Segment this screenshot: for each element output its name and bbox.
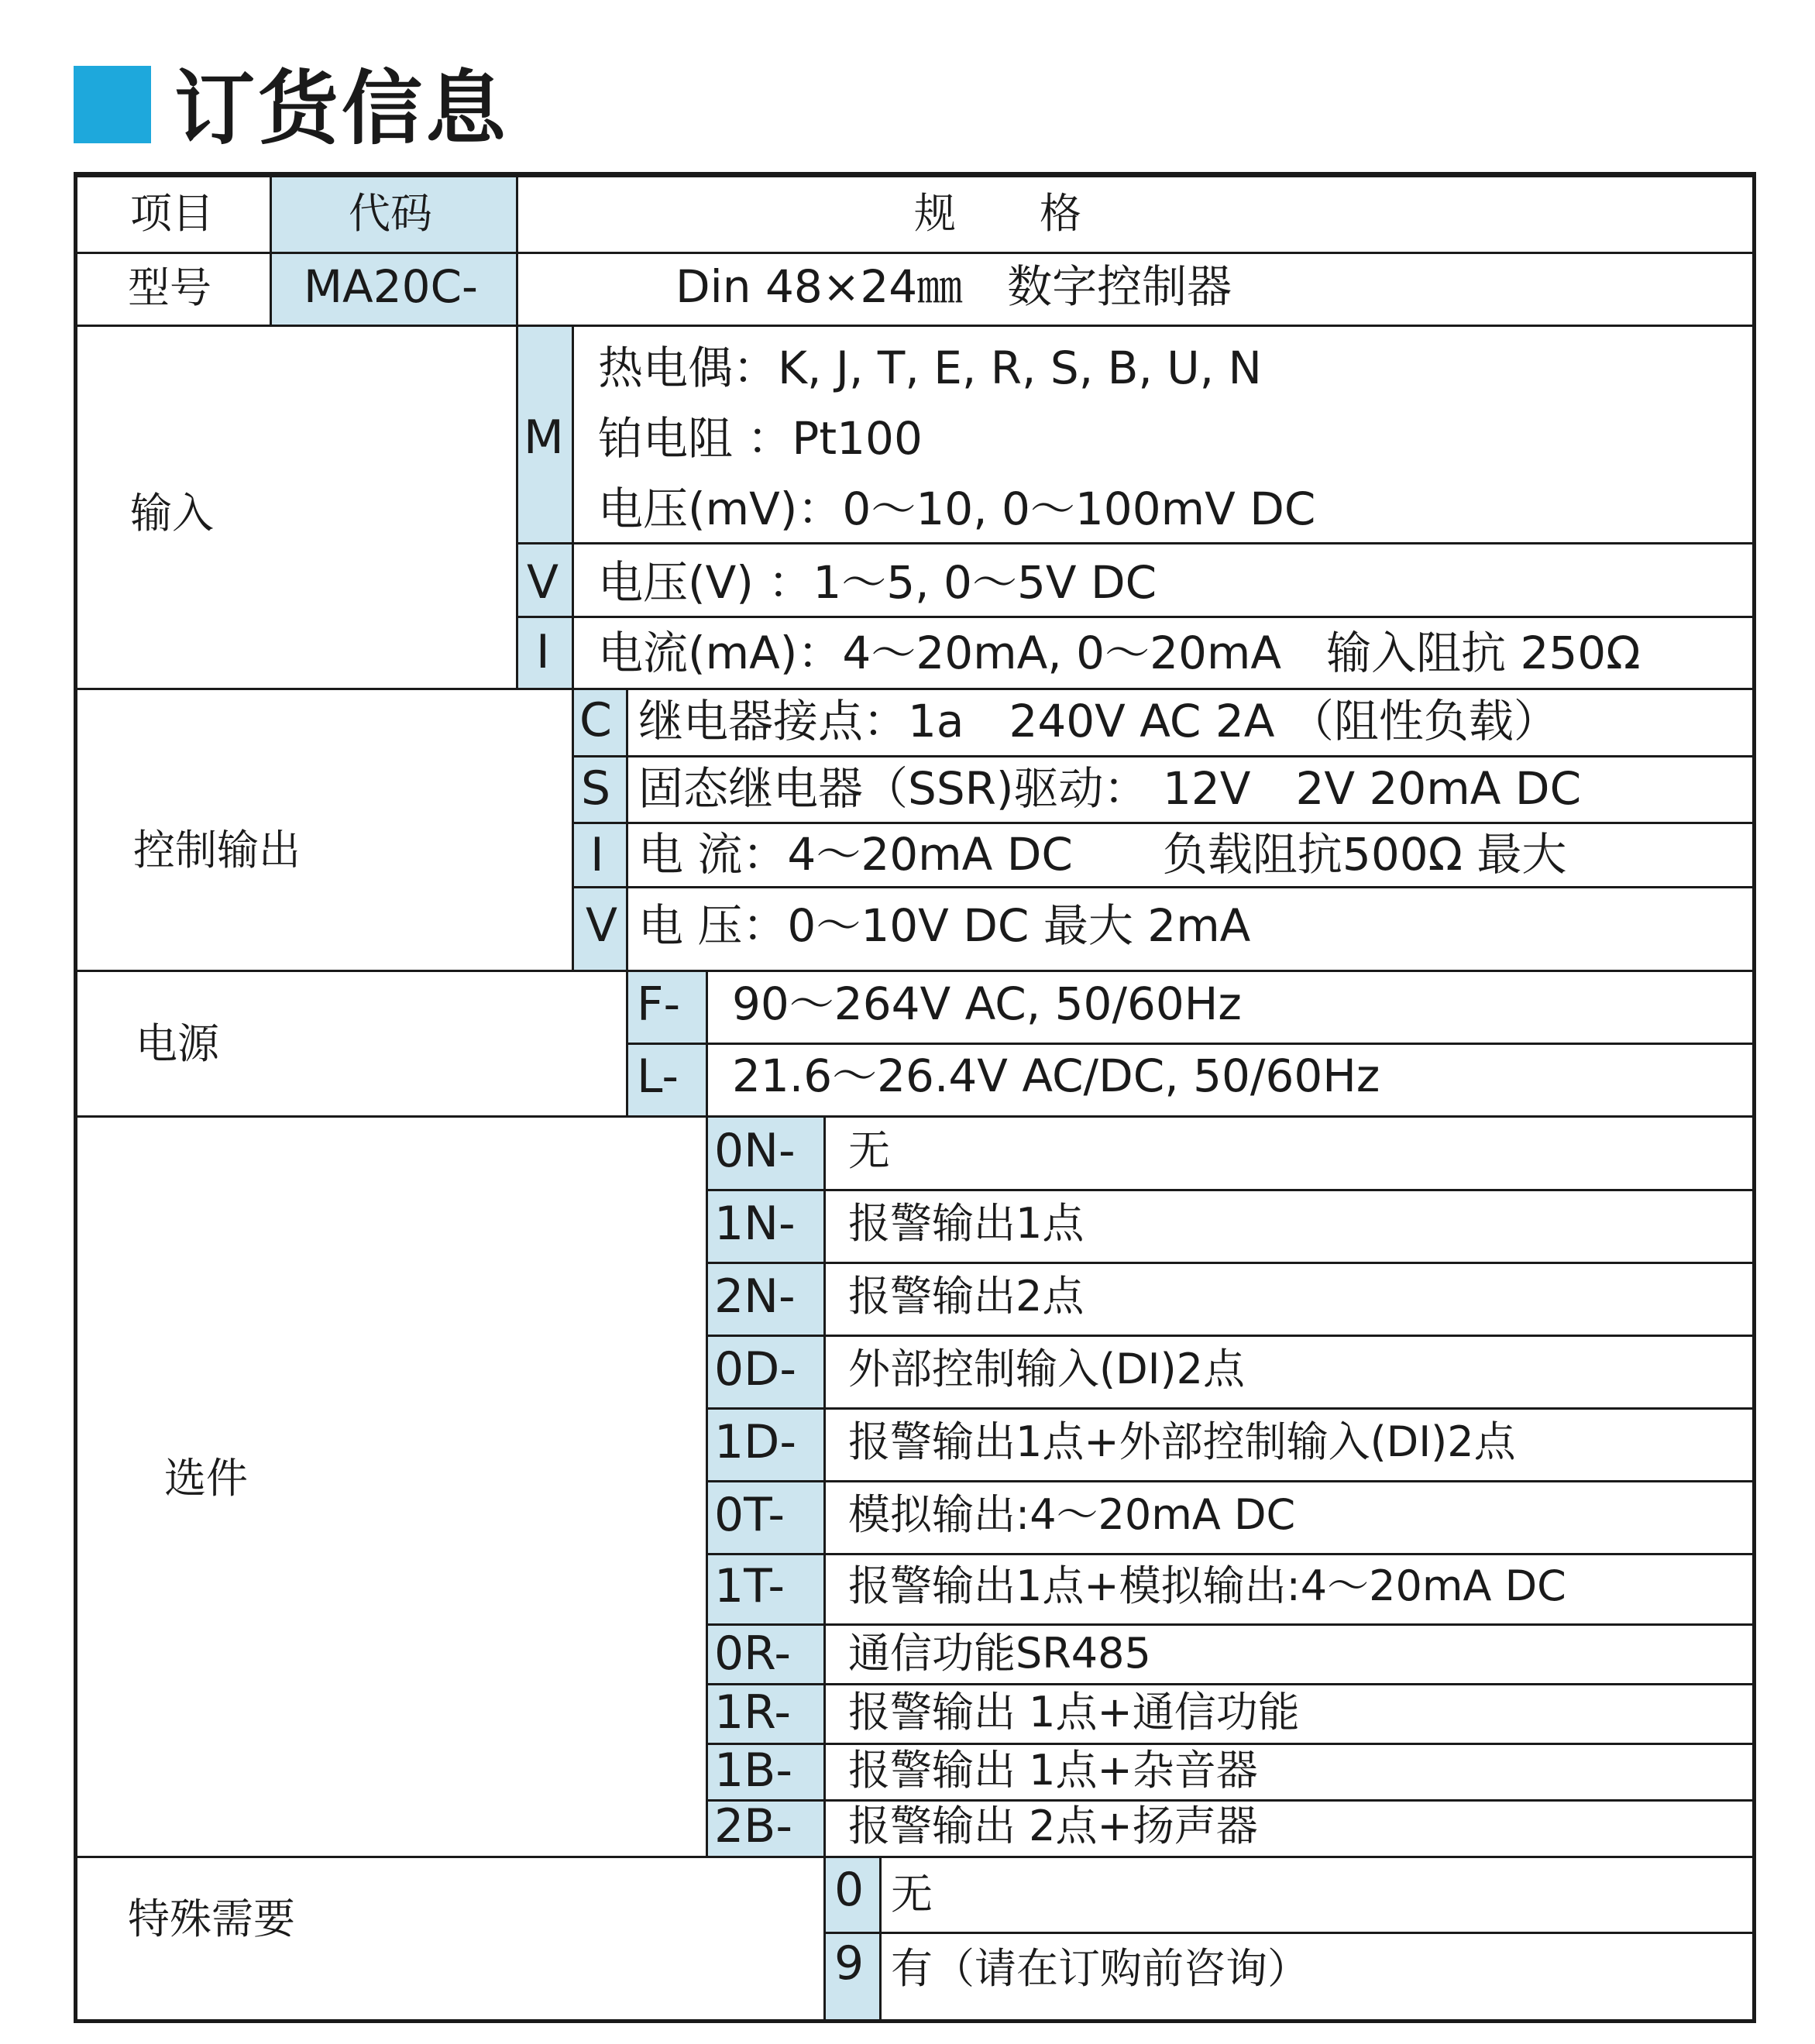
option-text: 无 bbox=[848, 1126, 890, 1175]
title-marker bbox=[74, 66, 151, 143]
option-text: 外部控制输入(DI)2点 bbox=[848, 1345, 1245, 1393]
input-v-line: 电压(V) ：1～5, 0～5V DC bbox=[598, 556, 1157, 609]
option-text: 报警输出2点 bbox=[848, 1272, 1085, 1321]
row-divider bbox=[517, 616, 1754, 618]
col-divider bbox=[270, 177, 272, 326]
col-divider bbox=[572, 326, 574, 970]
input-code-v: V bbox=[527, 555, 559, 610]
model-spec: Din 48×24㎜ 数字控制器 bbox=[675, 260, 1232, 313]
option-code: 0T- bbox=[714, 1488, 785, 1542]
row-divider bbox=[627, 1043, 1754, 1045]
row-divider bbox=[707, 1262, 1754, 1264]
control-code: V bbox=[586, 898, 618, 953]
row-divider bbox=[76, 688, 1754, 690]
control-code: C bbox=[579, 693, 612, 747]
input-m-line: 铂电阻 ：Pt100 bbox=[598, 412, 923, 465]
control-text: 继电器接点：1a 240V AC 2A （阻性负载） bbox=[638, 695, 1559, 747]
options-label: 选件 bbox=[164, 1454, 248, 1503]
special-label: 特殊需要 bbox=[128, 1895, 295, 1943]
row-divider bbox=[707, 1553, 1754, 1555]
option-text: 报警输出1点+模拟输出:4～20mA DC bbox=[848, 1561, 1566, 1610]
row-divider bbox=[76, 1856, 1754, 1858]
special-code: 9 bbox=[834, 1936, 865, 1991]
row-divider bbox=[825, 1932, 1754, 1934]
control-text: 电 流：4～20mA DC 负载阻抗500Ω 最大 bbox=[638, 828, 1567, 881]
col-divider bbox=[879, 1856, 882, 2019]
control-code: I bbox=[590, 828, 604, 882]
option-code: 1R- bbox=[714, 1685, 792, 1740]
power-code: F- bbox=[637, 977, 681, 1032]
option-code: 1D- bbox=[714, 1415, 797, 1469]
input-m-line: 热电偶：K, J, T, E, R, S, B, U, N bbox=[598, 342, 1262, 394]
special-text: 有（请在订购前咨询） bbox=[891, 1944, 1309, 1993]
header-item: 项目 bbox=[130, 189, 214, 238]
option-text: 通信功能SR485 bbox=[848, 1629, 1151, 1678]
row-divider bbox=[573, 755, 1754, 757]
option-code: 0R- bbox=[714, 1627, 792, 1681]
col-divider bbox=[516, 177, 518, 689]
header-code: 代码 bbox=[349, 189, 432, 238]
row-divider bbox=[517, 542, 1754, 544]
input-i-line: 电流(mA)：4～20mA, 0～20mA 输入阻抗 250Ω bbox=[598, 627, 1641, 679]
option-code: 0N- bbox=[714, 1124, 796, 1178]
power-label: 电源 bbox=[136, 1019, 219, 1068]
col-divider bbox=[823, 1116, 826, 2019]
input-code-i: I bbox=[536, 625, 550, 679]
option-text: 报警输出1点+外部控制输入(DI)2点 bbox=[848, 1417, 1516, 1466]
option-code: 2N- bbox=[714, 1269, 796, 1324]
row-divider bbox=[707, 1623, 1754, 1626]
option-text: 报警输出 1点+通信功能 bbox=[848, 1688, 1300, 1737]
row-divider bbox=[76, 1115, 1754, 1118]
control-text: 电 压：0～10V DC 最大 2mA bbox=[638, 899, 1251, 952]
power-text: 90～264V AC, 50/60Hz bbox=[732, 977, 1242, 1030]
row-divider bbox=[707, 1189, 1754, 1191]
control-code: S bbox=[581, 761, 611, 816]
row-divider bbox=[573, 886, 1754, 888]
col-divider bbox=[626, 689, 628, 1116]
row-divider bbox=[707, 1407, 1754, 1410]
power-text: 21.6～26.4V AC/DC, 50/60Hz bbox=[732, 1049, 1380, 1102]
control-output-label: 控制输出 bbox=[133, 826, 301, 874]
special-code: 0 bbox=[834, 1863, 865, 1917]
col-divider bbox=[706, 970, 708, 1857]
power-code: L- bbox=[637, 1049, 679, 1104]
input-code-m: M bbox=[524, 411, 564, 465]
control-text: 固态继电器（SSR)驱动： 12V 2V 20mA DC bbox=[638, 762, 1582, 815]
option-text: 模拟输出:4～20mA DC bbox=[848, 1490, 1296, 1539]
option-code: 1T- bbox=[714, 1559, 785, 1613]
row-divider bbox=[573, 822, 1754, 824]
row-divider bbox=[76, 325, 1754, 327]
option-code: 1B- bbox=[714, 1743, 792, 1798]
input-m-line: 电压(mV)：0～10, 0～100mV DC bbox=[598, 483, 1316, 535]
option-code: 1N- bbox=[714, 1197, 796, 1251]
option-code: 0D- bbox=[714, 1342, 797, 1396]
model-label: 型号 bbox=[128, 263, 211, 312]
header-spec: 规 格 bbox=[914, 189, 1081, 238]
input-label: 输入 bbox=[130, 489, 214, 538]
option-text: 报警输出 2点+扬声器 bbox=[848, 1802, 1258, 1850]
special-text: 无 bbox=[891, 1870, 933, 1919]
model-code: MA20C- bbox=[304, 260, 478, 313]
option-text: 报警输出1点 bbox=[848, 1199, 1085, 1248]
row-divider bbox=[76, 970, 1754, 972]
option-text: 报警输出 1点+杂音器 bbox=[848, 1746, 1258, 1795]
row-divider bbox=[76, 252, 1754, 254]
row-divider bbox=[707, 1335, 1754, 1337]
page-title: 订货信息 bbox=[174, 61, 510, 156]
row-divider bbox=[707, 1480, 1754, 1482]
option-code: 2B- bbox=[714, 1799, 792, 1853]
